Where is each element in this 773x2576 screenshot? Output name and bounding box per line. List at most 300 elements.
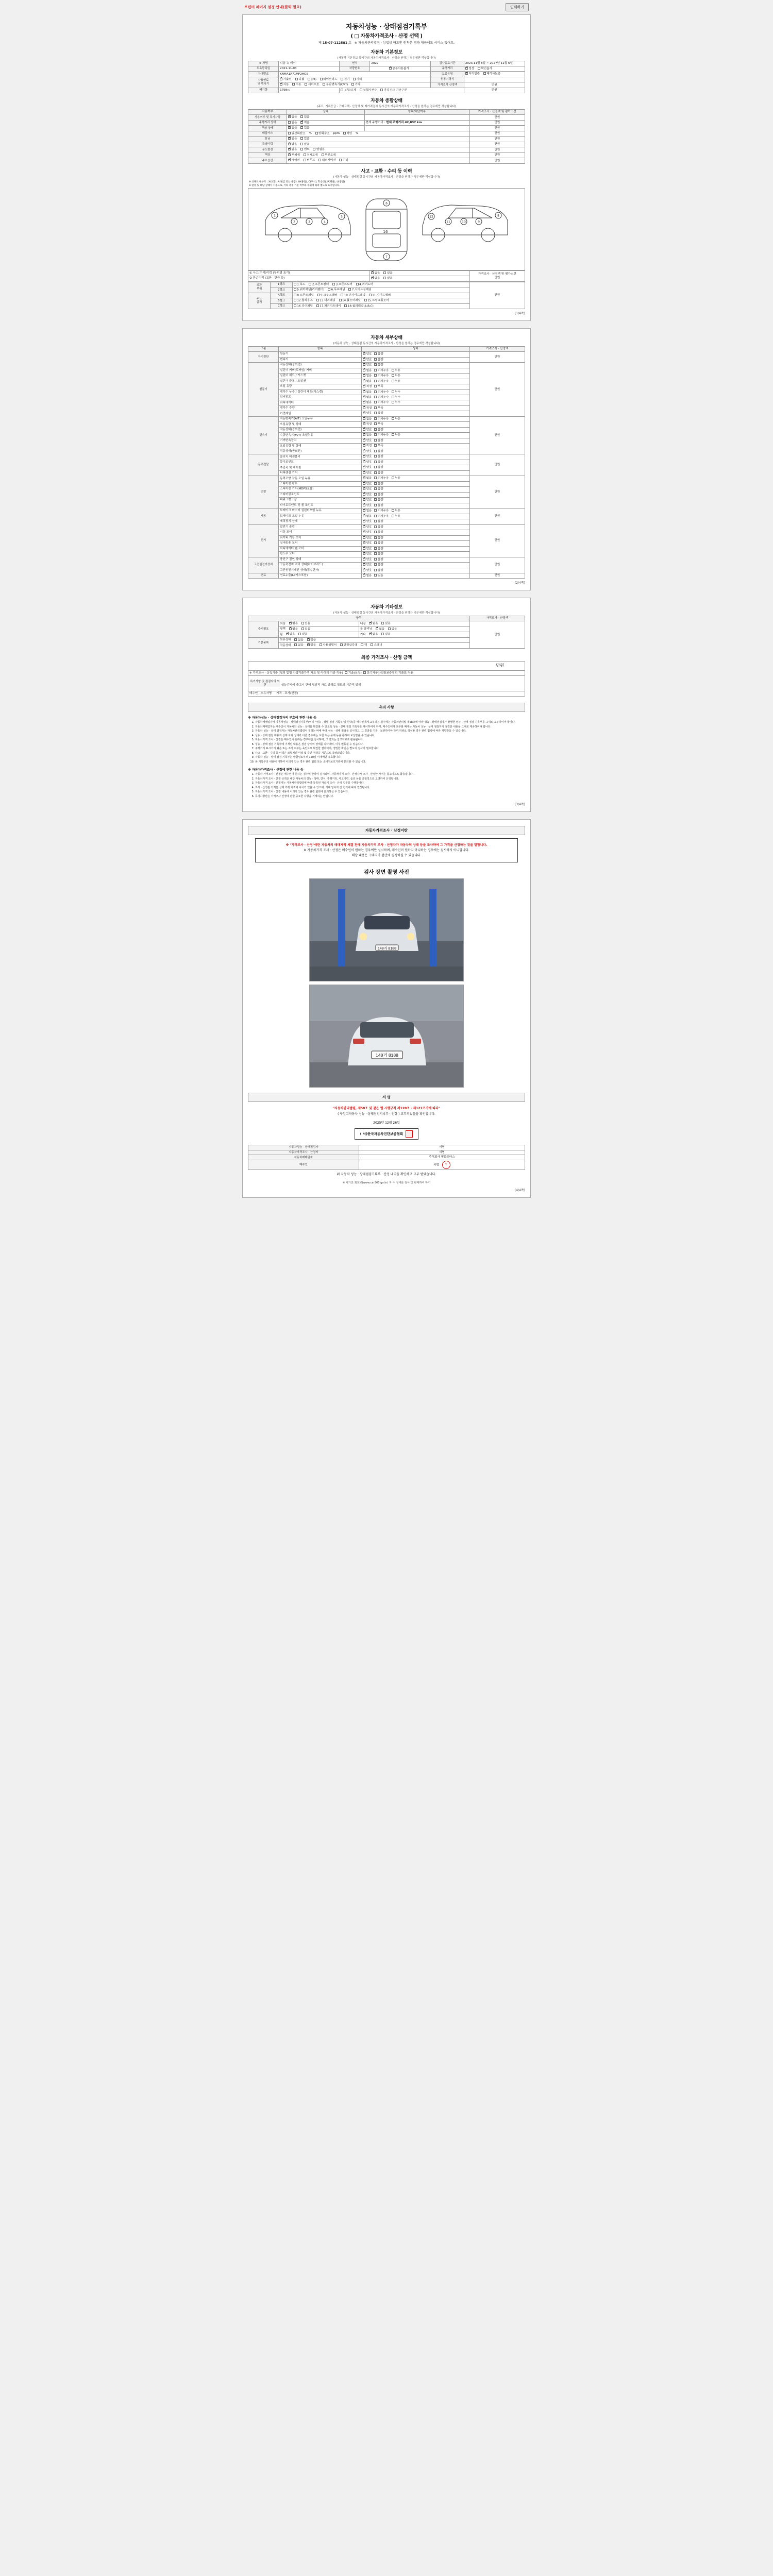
option-item[interactable]: 외장 [280, 622, 285, 625]
option-item[interactable]: ✔ 없음 [371, 277, 380, 280]
checkbox-icon[interactable] [374, 374, 377, 377]
checkbox-icon[interactable] [392, 401, 394, 403]
checkbox-icon[interactable] [307, 643, 310, 646]
checkbox-icon[interactable] [320, 643, 322, 646]
checkbox-icon[interactable] [381, 633, 384, 635]
checkbox-icon[interactable] [381, 622, 384, 624]
option-item[interactable]: ✔ 양호 [363, 487, 372, 491]
checkbox-icon[interactable] [300, 148, 303, 150]
option-item[interactable]: ✔ 양호 [363, 569, 372, 572]
option-item[interactable]: 미세누수 [374, 401, 389, 404]
checkbox-icon[interactable] [374, 406, 377, 409]
option-item[interactable]: ✔ 적정 [363, 406, 372, 410]
option-item[interactable]: ✔ 있음 [307, 643, 316, 647]
checkbox-icon[interactable] [356, 283, 359, 285]
option-item[interactable]: ✔ 없음 [363, 391, 372, 394]
checkbox-icon[interactable] [289, 628, 292, 630]
checkbox-icon[interactable] [369, 633, 372, 635]
option-item[interactable]: 불량 [374, 541, 383, 545]
checkbox-icon[interactable] [374, 536, 377, 539]
checkbox-icon[interactable] [340, 643, 343, 646]
option-item[interactable]: 9.크로스멤버 [317, 294, 338, 297]
option-item[interactable]: 불량 [374, 520, 383, 523]
option-item[interactable]: % [355, 132, 359, 135]
option-item[interactable]: ✔ 없음 [288, 137, 297, 141]
option-item[interactable]: ✔ 없음 [363, 477, 372, 480]
checkbox-icon[interactable] [344, 304, 347, 307]
checkbox-icon[interactable] [341, 78, 343, 80]
checkbox-icon[interactable] [292, 83, 295, 86]
checkbox-icon[interactable] [363, 541, 365, 544]
checkbox-icon[interactable] [289, 622, 292, 624]
option-item[interactable]: ✔ 양호 [363, 439, 372, 443]
checkbox-icon[interactable] [316, 304, 319, 307]
print-button[interactable]: 인쇄하기 [506, 3, 529, 11]
checkbox-icon[interactable] [280, 78, 282, 80]
checkbox-icon[interactable] [363, 569, 365, 571]
checkbox-icon[interactable] [374, 498, 377, 501]
option-item[interactable]: 불량 [374, 558, 383, 562]
option-item[interactable]: 기타 [353, 78, 362, 81]
option-item[interactable]: ✔가솔린 [280, 78, 292, 81]
option-item[interactable]: ✔ 양호 [363, 563, 372, 567]
checkbox-icon[interactable] [363, 563, 365, 566]
option-item[interactable]: 11.사이드멤버 [369, 294, 391, 297]
checkbox-icon[interactable] [363, 461, 365, 463]
checkbox-icon[interactable] [363, 428, 365, 431]
option-item[interactable]: 8.프론트패널 [294, 294, 314, 297]
option-item[interactable]: 불량 [374, 471, 383, 475]
checkbox-icon[interactable] [304, 159, 306, 161]
checkbox-icon[interactable] [304, 154, 306, 156]
option-item[interactable]: ✔ 없음 [369, 633, 378, 636]
checkbox-icon[interactable] [345, 671, 347, 674]
option-item[interactable]: 불량 [374, 455, 383, 459]
option-item[interactable]: 있음 [381, 633, 390, 636]
checkbox-icon[interactable] [363, 558, 365, 561]
checkbox-icon[interactable] [465, 72, 468, 75]
option-item[interactable]: ✔ 양호 [363, 412, 372, 415]
checkbox-icon[interactable] [374, 509, 377, 512]
checkbox-icon[interactable] [363, 493, 365, 496]
option-item[interactable]: ✔ 양호 [363, 352, 372, 356]
checkbox-icon[interactable] [363, 547, 365, 550]
checkbox-icon[interactable] [374, 547, 377, 550]
option-item[interactable]: 작동상태 [280, 643, 291, 647]
checkbox-icon[interactable] [288, 143, 291, 145]
option-item[interactable]: ✔ 없음 [363, 574, 372, 578]
option-item[interactable]: 불량 [374, 363, 383, 367]
option-item[interactable]: 불량 [374, 466, 383, 469]
checkbox-icon[interactable] [374, 455, 377, 457]
checkbox-icon[interactable] [320, 78, 323, 80]
checkbox-icon[interactable] [392, 374, 394, 377]
checkbox-icon[interactable] [392, 391, 394, 393]
option-item[interactable]: ✔ 에어컨 [288, 159, 300, 162]
option-item[interactable]: 불량 [374, 352, 383, 356]
option-item[interactable]: 영업용 [313, 148, 325, 151]
checkbox-icon[interactable] [322, 154, 324, 156]
checkbox-icon[interactable] [374, 391, 377, 393]
option-item[interactable]: 불량 [374, 498, 383, 502]
option-item[interactable]: 누유 [392, 477, 400, 480]
option-item[interactable]: ✔ 양호 [363, 493, 372, 497]
option-item[interactable]: 1.후드 [294, 283, 306, 286]
checkbox-icon[interactable] [392, 515, 394, 517]
checkbox-icon[interactable] [301, 628, 304, 630]
checkbox-icon[interactable] [363, 466, 365, 468]
checkbox-icon[interactable] [316, 299, 319, 301]
checkbox-icon[interactable] [374, 574, 377, 577]
option-item[interactable]: 6.루프패널 [328, 288, 345, 292]
checkbox-icon[interactable] [371, 643, 373, 646]
option-item[interactable]: 있음 [300, 137, 309, 141]
checkbox-icon[interactable] [392, 477, 394, 479]
checkbox-icon[interactable] [294, 288, 296, 291]
option-item[interactable]: 불량 [374, 482, 383, 486]
checkbox-icon[interactable] [369, 622, 372, 624]
checkbox-icon[interactable] [374, 461, 377, 463]
option-item[interactable]: 있음 [301, 628, 310, 631]
checkbox-icon[interactable] [374, 487, 377, 490]
option-item[interactable]: 탄화수소 [315, 132, 330, 135]
option-item[interactable]: ✔ 양호 [363, 471, 372, 475]
checkbox-icon[interactable] [363, 531, 365, 533]
option-item[interactable]: 렌트 [300, 148, 309, 151]
option-item[interactable]: 부족 [374, 422, 383, 426]
option-item[interactable]: ✔ 양호 [363, 531, 372, 534]
option-item[interactable]: 미세누유 [374, 374, 389, 378]
option-item[interactable]: 누유 [392, 369, 400, 372]
checkbox-icon[interactable] [363, 363, 365, 366]
option-item[interactable]: 미세누유 [374, 515, 389, 518]
option-item[interactable]: ✔ 양호 [363, 541, 372, 545]
option-item[interactable]: 있음 [300, 143, 309, 146]
option-item[interactable]: ✔ 없음 [363, 417, 372, 421]
option-item[interactable]: ✔ 없음 [363, 369, 372, 372]
option-item[interactable]: ✔ 없음 [363, 515, 372, 518]
option-item[interactable]: 보험/공제 [341, 89, 356, 92]
checkbox-icon[interactable] [374, 369, 377, 371]
option-item[interactable]: 미세누수 [374, 396, 389, 399]
option-item[interactable]: 보험사보증 [360, 89, 377, 92]
checkbox-icon[interactable] [374, 569, 377, 571]
checkbox-icon[interactable] [363, 417, 365, 420]
checkbox-icon[interactable] [363, 471, 365, 474]
checkbox-icon[interactable] [317, 294, 320, 296]
option-item[interactable]: ✔ 적음 [300, 121, 309, 125]
option-item[interactable]: 썬루프 [304, 159, 315, 162]
checkbox-icon[interactable] [363, 536, 365, 539]
checkbox-icon[interactable] [363, 358, 365, 361]
checkbox-icon[interactable] [363, 455, 365, 457]
option-item[interactable]: 하이브리드 [320, 78, 338, 81]
option-item[interactable]: 불량 [374, 552, 383, 556]
checkbox-icon[interactable] [392, 369, 394, 371]
option-item[interactable]: ✔ 양호 [363, 461, 372, 464]
checkbox-icon[interactable] [383, 272, 386, 274]
checkbox-icon[interactable] [483, 72, 486, 75]
checkbox-icon[interactable] [374, 385, 377, 387]
checkbox-icon[interactable] [383, 277, 386, 279]
checkbox-icon[interactable] [328, 288, 330, 291]
checkbox-icon[interactable] [478, 67, 480, 70]
option-item[interactable]: 미세누유 [374, 380, 389, 383]
checkbox-icon[interactable] [374, 466, 377, 468]
option-item[interactable]: ✔ 양호 [363, 536, 372, 540]
checkbox-icon[interactable] [388, 628, 391, 630]
option-item[interactable]: 불량 [374, 563, 383, 567]
option-item[interactable]: 누유 [392, 417, 400, 421]
option-item[interactable]: 불량 [374, 493, 383, 497]
option-item[interactable]: 수동 [292, 83, 301, 87]
option-item[interactable]: 누수 [392, 391, 400, 394]
checkbox-icon[interactable] [363, 487, 365, 490]
checkbox-icon[interactable] [392, 417, 394, 420]
option-item[interactable]: 불량 [374, 531, 383, 534]
option-item[interactable]: ✔ 없음 [286, 633, 295, 636]
checkbox-icon[interactable] [300, 121, 303, 124]
checkbox-icon[interactable] [300, 126, 303, 129]
option-item[interactable]: 기타 [360, 633, 366, 636]
checkbox-icon[interactable] [374, 444, 377, 447]
checkbox-icon[interactable] [300, 137, 303, 140]
option-item[interactable]: 누유 [392, 374, 400, 378]
option-item[interactable]: 기타 [339, 159, 348, 162]
checkbox-icon[interactable] [348, 288, 351, 291]
option-item[interactable]: ✔ 양호 [363, 466, 372, 469]
checkbox-icon[interactable] [309, 283, 311, 285]
option-item[interactable]: ✔ 양호 [363, 428, 372, 432]
checkbox-icon[interactable] [374, 493, 377, 496]
checkbox-icon[interactable] [392, 396, 394, 398]
option-item[interactable]: 미세누유 [374, 433, 389, 437]
option-item[interactable]: 미세누수 [374, 391, 389, 394]
option-item[interactable]: 13.대쉬패널 [316, 299, 335, 302]
option-item[interactable]: ✔ 없음 [363, 380, 372, 383]
checkbox-icon[interactable] [363, 552, 365, 555]
option-item[interactable]: 부족 [374, 444, 383, 448]
checkbox-icon[interactable] [307, 638, 310, 641]
checkbox-icon[interactable] [374, 558, 377, 561]
option-item[interactable]: 불량 [374, 504, 383, 507]
checkbox-icon[interactable] [374, 541, 377, 544]
checkbox-icon[interactable] [374, 422, 377, 425]
checkbox-icon[interactable] [288, 154, 291, 156]
checkbox-icon[interactable] [288, 159, 291, 161]
checkbox-icon[interactable] [363, 385, 365, 387]
checkbox-icon[interactable] [363, 444, 365, 447]
checkbox-icon[interactable] [364, 299, 367, 301]
checkbox-icon[interactable] [465, 67, 468, 70]
option-item[interactable]: LPG [308, 78, 316, 81]
option-item[interactable]: 4.리어도어 [356, 283, 373, 286]
checkbox-icon[interactable] [294, 299, 296, 301]
option-item[interactable]: 15.트렁크플로어 [364, 299, 389, 302]
option-item[interactable]: 불량 [374, 569, 383, 572]
option-item[interactable]: 디젤 [295, 78, 304, 81]
option-item[interactable]: 누유 [392, 515, 400, 518]
checkbox-icon[interactable] [363, 352, 365, 355]
option-item[interactable]: 미세누유 [374, 417, 389, 421]
option-item[interactable]: 5.쿼터패널(리어펜더) [294, 288, 324, 292]
checkbox-icon[interactable] [288, 126, 291, 129]
option-item[interactable]: ✔ 양호 [363, 363, 372, 367]
checkbox-icon[interactable] [351, 83, 354, 86]
option-item[interactable]: ✔ 없음 [363, 433, 372, 437]
option-item[interactable]: 7.사이드실패널 [348, 288, 371, 292]
checkbox-icon[interactable] [374, 520, 377, 522]
checkbox-icon[interactable] [363, 412, 365, 414]
option-item[interactable]: ✔ 없음 [289, 622, 298, 625]
option-item[interactable]: 있음 [300, 115, 309, 119]
option-item[interactable]: ✔ 없음 [363, 401, 372, 404]
option-item[interactable]: 제작사보증 [483, 72, 501, 76]
option-item[interactable]: 가격조사 기준구분 [380, 89, 407, 92]
option-item[interactable]: ✔ 양호 [363, 547, 372, 551]
checkbox-icon[interactable] [288, 121, 291, 124]
checkbox-icon[interactable] [294, 638, 297, 641]
checkbox-icon[interactable] [294, 294, 296, 296]
option-item[interactable]: ✔ 양호 [363, 526, 372, 529]
option-item[interactable]: 누유 [392, 433, 400, 437]
option-item[interactable]: 14.플로어패널 [339, 299, 361, 302]
option-item[interactable]: 내비게이션 [318, 159, 336, 162]
checkbox-icon[interactable] [313, 148, 315, 150]
option-item[interactable]: ✔ 양호 [363, 450, 372, 453]
checkbox-icon[interactable] [374, 515, 377, 517]
checkbox-icon[interactable] [353, 78, 356, 80]
checkbox-icon[interactable] [360, 89, 362, 91]
option-item[interactable]: 있음 [383, 272, 392, 275]
checkbox-icon[interactable] [363, 374, 365, 377]
checkbox-icon[interactable] [374, 526, 377, 528]
option-item[interactable]: 미세누유 [374, 369, 389, 372]
checkbox-icon[interactable] [371, 277, 374, 279]
checkbox-icon[interactable] [363, 401, 365, 403]
checkbox-icon[interactable] [341, 89, 343, 91]
checkbox-icon[interactable] [361, 643, 363, 646]
option-item[interactable]: ✔ 없음 [363, 509, 372, 513]
checkbox-icon[interactable] [363, 406, 365, 409]
option-item[interactable]: ✔ 없음 [371, 272, 380, 275]
option-item[interactable]: ✔ 자기인증 [465, 72, 480, 76]
checkbox-icon[interactable] [363, 391, 365, 393]
checkbox-icon[interactable] [288, 137, 291, 140]
checkbox-icon[interactable] [380, 89, 383, 91]
option-item[interactable]: 부족 [374, 385, 383, 388]
checkbox-icon[interactable] [339, 299, 342, 301]
checkbox-icon[interactable] [363, 439, 365, 442]
option-item[interactable]: ✔ 적정 [363, 385, 372, 388]
option-item[interactable]: 불량 [374, 536, 383, 540]
option-item[interactable]: 부분도색 [322, 154, 336, 157]
checkbox-icon[interactable] [374, 363, 377, 366]
checkbox-icon[interactable] [363, 509, 365, 512]
option-item[interactable]: ✔ 공공사용불가 [389, 67, 409, 71]
checkbox-icon[interactable] [374, 428, 377, 431]
checkbox-icon[interactable] [363, 369, 365, 371]
option-item[interactable]: 내장 [360, 622, 366, 625]
option-item[interactable]: ✔ 없음 [376, 628, 384, 631]
checkbox-icon[interactable] [363, 526, 365, 528]
checkbox-icon[interactable] [294, 304, 296, 307]
checkbox-icon[interactable] [389, 67, 392, 70]
checkbox-icon[interactable] [371, 272, 374, 274]
checkbox-icon[interactable] [374, 504, 377, 506]
option-item[interactable]: 매연 [343, 132, 352, 135]
option-item[interactable]: 일산화탄소 [288, 132, 306, 135]
checkbox-icon[interactable] [288, 148, 291, 150]
option-item[interactable]: 없음 [294, 638, 303, 642]
option-item[interactable]: 누유 [392, 509, 400, 513]
checkbox-icon[interactable] [374, 396, 377, 398]
option-item[interactable]: 휠 [280, 633, 283, 636]
checkbox-icon[interactable] [363, 515, 365, 517]
option-item[interactable]: ✔ 없음 [288, 148, 297, 151]
option-item[interactable]: 불량 [374, 412, 383, 415]
checkbox-icon[interactable] [374, 531, 377, 533]
option-item[interactable]: ✔ 양호 [363, 552, 372, 556]
option-item[interactable]: 불량 [374, 547, 383, 551]
checkbox-icon[interactable] [374, 439, 377, 442]
checkbox-icon[interactable] [286, 633, 289, 635]
checkbox-icon[interactable] [300, 143, 303, 145]
checkbox-icon[interactable] [363, 504, 365, 506]
option-item[interactable]: ✔ 무채색 [288, 154, 300, 157]
checkbox-icon[interactable] [308, 78, 310, 80]
option-item[interactable]: 불량 [374, 428, 383, 432]
checkbox-icon[interactable] [288, 132, 291, 134]
option-item[interactable]: 있음 [381, 622, 390, 625]
option-item[interactable]: ✔ 양호 [363, 504, 372, 507]
option-item[interactable]: 기타 [351, 83, 360, 87]
option-item[interactable]: ✔ 없음 [363, 374, 372, 378]
option-item[interactable]: ✔ 양호 [363, 482, 372, 486]
checkbox-icon[interactable] [374, 380, 377, 382]
option-item[interactable]: 확인불가 [478, 67, 492, 71]
checkbox-icon[interactable] [301, 622, 304, 624]
checkbox-icon[interactable] [323, 83, 325, 86]
checkbox-icon[interactable] [343, 132, 346, 134]
checkbox-icon[interactable] [363, 477, 365, 479]
checkbox-icon[interactable] [300, 115, 303, 118]
checkbox-icon[interactable] [392, 433, 394, 436]
option-item[interactable]: 없음 [294, 643, 303, 647]
checkbox-icon[interactable] [363, 433, 365, 436]
option-item[interactable]: 스패너 [371, 643, 382, 647]
option-item[interactable]: 불량 [374, 450, 383, 453]
option-item[interactable]: ✔ 적정 [363, 444, 372, 448]
checkbox-icon[interactable] [280, 83, 282, 86]
checkbox-icon[interactable] [374, 563, 377, 566]
option-item[interactable]: ✔ 양호 [363, 498, 372, 502]
option-item[interactable]: 17.패키지트레이 [316, 304, 341, 308]
option-item[interactable]: ✔ 있음 [307, 638, 316, 642]
option-item[interactable]: 미세누유 [374, 509, 389, 513]
checkbox-icon[interactable] [374, 471, 377, 474]
checkbox-icon[interactable] [298, 633, 301, 635]
checkbox-icon[interactable] [363, 574, 365, 577]
checkbox-icon[interactable] [374, 433, 377, 436]
option-item[interactable]: 미세누유 [374, 477, 389, 480]
checkbox-icon[interactable] [318, 159, 321, 161]
option-item[interactable]: 있음 [374, 574, 383, 578]
option-item[interactable]: ✔ 없음 [288, 143, 297, 146]
option-item[interactable]: ppm [333, 132, 340, 135]
checkbox-icon[interactable] [392, 509, 394, 512]
option-item[interactable]: 보유상태 [280, 638, 291, 642]
